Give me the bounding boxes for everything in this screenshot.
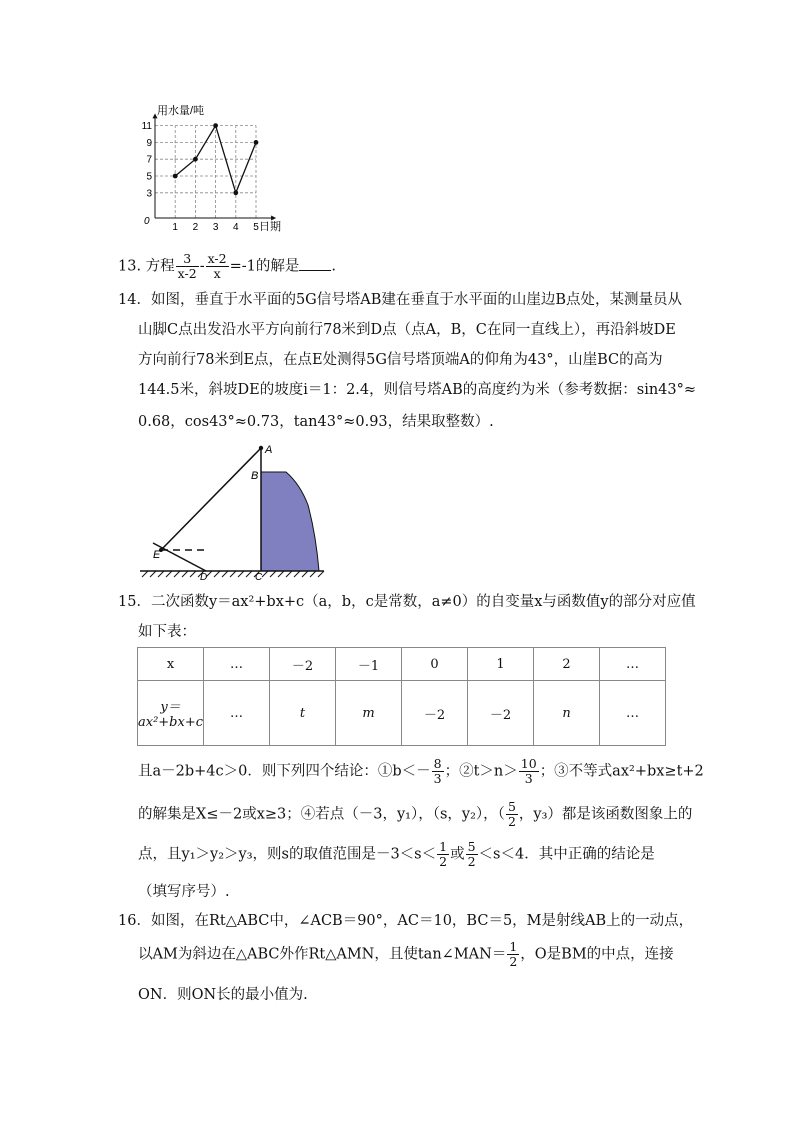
chart-faint-dot bbox=[174, 142, 176, 144]
chart-ytick-label: 5 bbox=[146, 171, 152, 183]
hatch-mark bbox=[174, 571, 180, 577]
table-cell: … bbox=[204, 648, 270, 681]
question-13 bbox=[118, 252, 336, 281]
chart-data-point bbox=[254, 140, 259, 145]
q14-line-5: 0.68，cos43°≈0.73，tan43°≈0.93，结果取整数）. bbox=[138, 414, 494, 430]
frac-5-2: $\frac{5}{2}$ bbox=[507, 799, 516, 829]
q14-line-4: 144.5米，斜坡DE的坡度i＝1：2.4，则信号塔AB的高度约为米（参考数据：sin43°≈ bbox=[138, 382, 697, 398]
q15-intro: 15．二次函数 bbox=[118, 594, 209, 610]
q15-conclusion-line-3: 点，且y₁＞y₂＞y₃，则s的取值范围是－3＜s＜ $\frac{1}{2}$ 或 $\frac{5}{2}$ ＜s＜4．其中正确的结论是 bbox=[138, 839, 655, 869]
chart-x-arrow bbox=[271, 216, 276, 221]
hatch-mark bbox=[158, 571, 164, 577]
hatch-mark bbox=[150, 571, 156, 577]
chart-data-point bbox=[173, 174, 178, 179]
label-c: C bbox=[255, 572, 263, 583]
table-cell: x bbox=[138, 648, 204, 681]
table-cell: 0 bbox=[402, 648, 468, 681]
chart-origin: 0 bbox=[144, 216, 150, 227]
q13-end: . bbox=[331, 258, 336, 275]
table-cell: n bbox=[534, 681, 600, 746]
q16-line-1: 16．如图，在Rt△ABC中，∠ACB＝90°，AC＝10，BC＝5，M是射线AB上的一动点， bbox=[118, 913, 694, 929]
chart-ytick-label: 9 bbox=[146, 137, 152, 149]
chart-xtick-label: 5 bbox=[253, 222, 259, 233]
q13-answer-blank bbox=[299, 256, 331, 271]
hatch-mark bbox=[286, 571, 292, 577]
hatch-mark bbox=[294, 571, 300, 577]
label-e: E bbox=[153, 549, 161, 561]
chart-ylabel: 用水量/吨 bbox=[157, 105, 205, 117]
q16-line-2: 以AM为斜边在△ABC外作Rt△AMN，且使tan∠MAN＝ $\frac{1}{2}$ ，O是BM的中点，连接 bbox=[138, 939, 674, 969]
table-cell: t bbox=[270, 681, 336, 746]
label-b: B bbox=[251, 470, 259, 482]
hatch-mark bbox=[246, 571, 252, 577]
q15-conclusion-line-1: 且a－2b+4c＞0．则下列四个结论：①b＜－ $\frac{8}{3}$ ；②t＞n＞ $\frac{10}{3}$ ；③不等式ax²+bx≥t+2 bbox=[138, 756, 704, 786]
chart-data-point bbox=[213, 123, 218, 128]
hatch-mark bbox=[230, 571, 236, 577]
frac-5-2b: $\frac{5}{2}$ bbox=[467, 839, 476, 869]
q14-line-2: 山脚C点出发沿水平方向前行78米到D点（点A，B，C在同一直线上），再沿斜坡DE bbox=[138, 322, 676, 338]
point-a bbox=[259, 446, 263, 450]
q14-line-1: 14．如图，垂直于水平面的5G信号塔AB建在垂直于水平面的山崖边B点处，某测量员从 bbox=[118, 292, 683, 308]
water-usage-chart bbox=[135, 100, 281, 238]
hatch-mark bbox=[302, 571, 308, 577]
hatch-mark bbox=[222, 571, 228, 577]
hatch-mark bbox=[270, 571, 276, 577]
chart-ytick-label: 11 bbox=[141, 121, 152, 133]
table-cell: －1 bbox=[336, 648, 402, 681]
chart-faint-dot bbox=[174, 158, 176, 160]
chart-data-point bbox=[193, 157, 198, 162]
chart-ytick-label: 3 bbox=[146, 188, 152, 200]
table-row-x bbox=[138, 648, 666, 681]
q13-equation-text: =-1的解是 bbox=[229, 258, 300, 275]
frac-1-2: $\frac{1}{2}$ bbox=[439, 839, 448, 869]
hatch-mark bbox=[278, 571, 284, 577]
table-row-y bbox=[138, 681, 666, 746]
hatch-mark bbox=[310, 571, 316, 577]
table-cell: m bbox=[336, 681, 402, 746]
q15-line-2: 如下表： bbox=[138, 624, 196, 640]
frac-1-2-q16: $\frac{1}{2}$ bbox=[509, 939, 518, 969]
table-cell: … bbox=[204, 681, 270, 746]
label-d: D bbox=[200, 572, 208, 583]
chart-xtick-label: 2 bbox=[192, 222, 199, 233]
hatch-mark bbox=[190, 571, 196, 577]
q15-conclusion-line-2: 的解集是X≤－2或x≥3；④若点（－3，y₁），（s，y₂），（ $\frac{5}{2}$ ，y₃）都是该函数图象上的 bbox=[138, 799, 693, 829]
chart-xtick-label: 1 bbox=[172, 222, 178, 233]
sight-line bbox=[161, 448, 261, 550]
q13-fraction-2: $\frac{x-2}{x}$ bbox=[207, 251, 227, 281]
cliff-tower-figure bbox=[138, 440, 338, 583]
q13-minus: - bbox=[199, 258, 205, 275]
table-cell: －2 bbox=[270, 648, 336, 681]
table-cell: … bbox=[600, 648, 666, 681]
hatch-mark bbox=[318, 571, 324, 577]
label-a: A bbox=[265, 444, 273, 456]
chart-faint-dot bbox=[195, 142, 197, 144]
q14-line-3: 方向前行78米到E点，在点E处测得5G信号塔顶端A的仰角为43°，山崖BC的高为 bbox=[138, 352, 663, 368]
chart-xtick-label: 4 bbox=[233, 222, 239, 233]
q13-fraction-1: $\frac{3}{x-2}$ bbox=[177, 251, 197, 281]
table-cell: 1 bbox=[468, 648, 534, 681]
value-table bbox=[137, 647, 666, 746]
table-cell: … bbox=[600, 681, 666, 746]
chart-data-point bbox=[233, 190, 238, 195]
hatch-mark bbox=[238, 571, 244, 577]
q13-prefix: 方程 bbox=[145, 258, 175, 275]
cliff-shape bbox=[261, 472, 319, 571]
q15-line-1 bbox=[118, 592, 696, 612]
slope-line bbox=[153, 543, 206, 571]
table-cell: －2 bbox=[468, 681, 534, 746]
q15-function-text: y＝ax²+bx+c（a，b，c是常数，a≠0）的自变量x与函数值y的部分对应值 bbox=[208, 594, 696, 610]
hatch-mark bbox=[142, 571, 148, 577]
chart-ytick-label: 7 bbox=[146, 154, 152, 166]
chart-xtick-label: 3 bbox=[212, 222, 219, 233]
hatch-mark bbox=[214, 571, 220, 577]
chart-xlabel: 日期 bbox=[259, 221, 281, 233]
table-cell-y-header: y＝ ax²+bx+c bbox=[138, 681, 204, 746]
hatch-mark bbox=[182, 571, 188, 577]
table-cell: 2 bbox=[534, 648, 600, 681]
ground-hatching bbox=[142, 571, 324, 577]
hatch-mark bbox=[262, 571, 268, 577]
q16-line-3: ON．则ON长的最小值为. bbox=[138, 987, 308, 1003]
q13-number: 13. bbox=[118, 258, 142, 275]
q15-conclusion-line-4: （填写序号）. bbox=[138, 884, 230, 900]
table-cell: －2 bbox=[402, 681, 468, 746]
frac-8-3: $\frac{8}{3}$ bbox=[433, 756, 442, 786]
frac-10-3: $\frac{10}{3}$ bbox=[520, 756, 537, 786]
hatch-mark bbox=[166, 571, 172, 577]
